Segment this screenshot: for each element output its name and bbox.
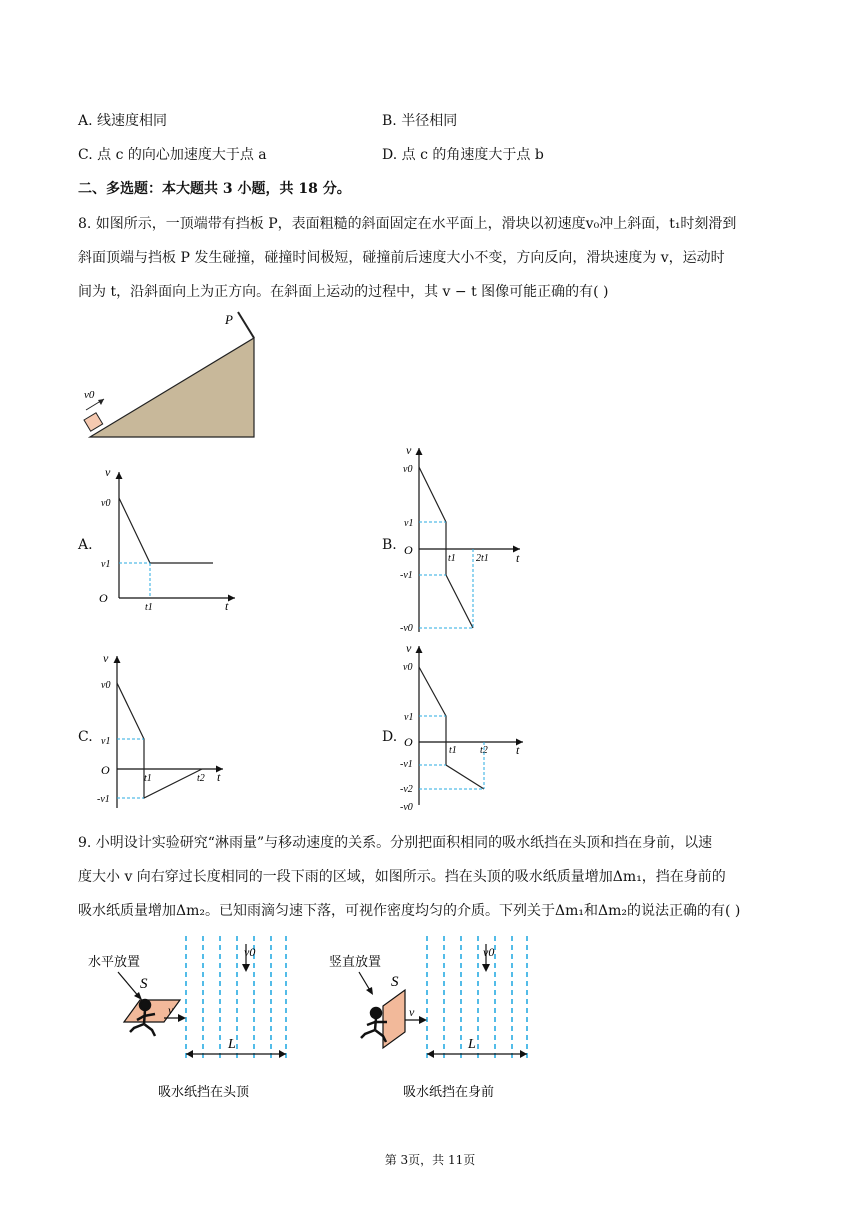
- tick-v0: v0: [101, 498, 111, 509]
- q8-option-c-label: C.: [78, 729, 93, 745]
- q8-text-line2: 斜面顶端与挡板 P 发生碰撞，碰撞时间极短，碰撞前后速度大小不变，方向反向，滑块速度为 v，运动时: [78, 250, 725, 266]
- label-v0: v0: [483, 945, 495, 959]
- tick-v1: v1: [404, 712, 414, 723]
- tick-neg-v2: -v2: [400, 784, 413, 795]
- page-footer: 第 3页，共 11页: [384, 1153, 476, 1167]
- tick-neg-v0: -v0: [400, 802, 413, 810]
- vt-line: [117, 683, 202, 798]
- origin: O: [99, 591, 108, 605]
- origin: O: [404, 735, 413, 749]
- q9-text-line3: 吸水纸质量增加Δm₂。已知雨滴匀速下落，可视作密度均匀的介质。下列关于Δm₁和Δm₂的说法正确的有( ): [78, 903, 741, 919]
- incline-slope: [90, 338, 254, 437]
- axis-v: v: [406, 641, 412, 655]
- q9-text-line1: 9. 小明设计实验研究“淋雨量”与移动速度的关系。分别把面积相同的吸水纸挡在头顶和挡在身前，以速: [78, 835, 713, 851]
- rain-figure-horizontal: [82, 930, 297, 1105]
- tick-neg-v0: -v0: [400, 623, 413, 634]
- axis-v: v: [105, 465, 111, 479]
- caption-horizontal: 吸水纸挡在头顶: [158, 1084, 250, 1099]
- label-v: v: [409, 1005, 415, 1019]
- axis-t: t: [225, 599, 229, 613]
- axis-v: v: [103, 651, 109, 665]
- q8-text-line1: 8. 如图所示，一顶端带有挡板 P，表面粗糙的斜面固定在水平面上，滑块以初速度v₀冲上斜面，t₁时刻滑到: [78, 216, 737, 232]
- origin: O: [404, 543, 413, 557]
- tick-t1: t1: [144, 773, 152, 784]
- tick-v0: v0: [403, 662, 413, 673]
- tick-neg-v1: -v1: [97, 794, 110, 805]
- tick-neg-v1: -v1: [400, 570, 413, 581]
- graph-b: [398, 442, 538, 637]
- tick-v0: v0: [403, 464, 413, 475]
- tick-v1: v1: [404, 518, 414, 529]
- tick-v1: v1: [101, 559, 111, 570]
- axis-t: t: [516, 743, 520, 757]
- tick-t2: t2: [480, 745, 488, 756]
- label-l: L: [228, 1037, 236, 1052]
- vt-line: [419, 667, 484, 789]
- label-s: S: [140, 976, 148, 992]
- section-heading: 二、多选题：本大题共 3 小题，共 18 分。: [78, 181, 351, 197]
- label-v: v: [168, 1003, 174, 1017]
- label-l: L: [468, 1037, 476, 1052]
- barrier-p: [238, 312, 254, 338]
- q7-option-b: B. 半径相同: [382, 113, 458, 129]
- paper-vertical: [383, 990, 405, 1048]
- q7-option-d: D. 点 c 的角速度大于点 b: [382, 147, 544, 163]
- vt-line: [119, 498, 213, 563]
- rain-figure-vertical: [325, 930, 540, 1105]
- caption-vertical: 吸水纸挡在身前: [403, 1084, 495, 1099]
- axis-v: v: [406, 443, 412, 457]
- origin: O: [101, 763, 110, 777]
- q8-option-a-label: A.: [78, 537, 93, 553]
- tick-v0: v0: [101, 680, 111, 691]
- tick-t1: t1: [448, 553, 456, 564]
- q9-text-line2: 度大小 v 向右穿过长度相同的一段下雨的区域，如图所示。挡在头顶的吸水纸质量增加Δm₁，挡在身前的: [78, 869, 726, 885]
- label-p: P: [225, 312, 233, 327]
- rain-lines: [186, 936, 286, 1058]
- tick-2t1: 2t1: [476, 553, 489, 564]
- tick-t2: t2: [197, 773, 205, 784]
- tick-t1: t1: [145, 602, 153, 613]
- q8-text-line3: 间为 t，沿斜面向上为正方向。在斜面上运动的过程中，其 v − t 图像可能正确的有( ): [78, 284, 609, 300]
- q8-option-b-label: B.: [382, 537, 397, 553]
- slider-block: [84, 413, 103, 431]
- axis-t: t: [217, 770, 221, 784]
- vt-line: [419, 467, 473, 628]
- tag-horizontal: 水平放置: [88, 954, 141, 969]
- tick-t1: t1: [449, 745, 457, 756]
- tag-vertical: 竖直放置: [329, 954, 382, 969]
- label-v0: v0: [244, 945, 256, 959]
- label-v0: v0: [84, 389, 95, 401]
- q7-option-c: C. 点 c 的向心加速度大于点 a: [78, 147, 267, 163]
- graph-d: [398, 640, 538, 810]
- graph-a: [95, 462, 245, 617]
- tick-neg-v1: -v1: [400, 759, 413, 770]
- graph-c: [95, 650, 235, 810]
- label-s: S: [391, 974, 399, 990]
- q7-option-a: A. 线速度相同: [78, 113, 168, 129]
- incline-figure: [78, 310, 268, 440]
- axis-t: t: [516, 551, 520, 565]
- rain-lines: [427, 936, 527, 1058]
- q8-option-d-label: D.: [382, 729, 398, 745]
- tick-v1: v1: [101, 736, 111, 747]
